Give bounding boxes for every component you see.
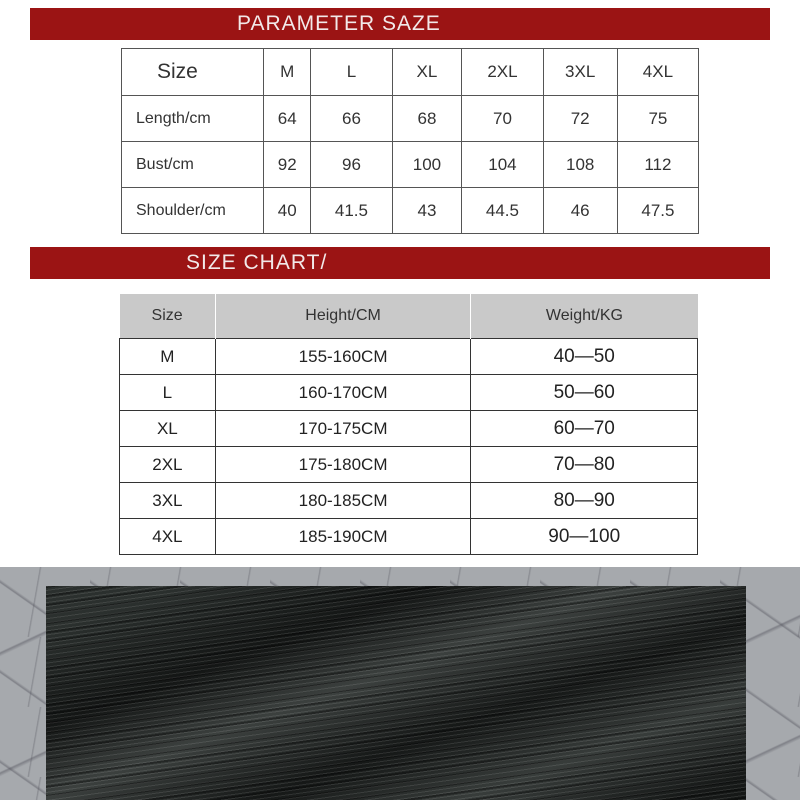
parameter-table [121, 48, 699, 234]
table-row [120, 483, 698, 519]
size-header-cell: XL [392, 49, 462, 96]
height-cell: 160-170CM [215, 375, 471, 411]
size-header-cell: 3XL [543, 49, 617, 96]
weight-cell: 90—100 [471, 519, 698, 555]
column-header: Weight/KG [471, 294, 698, 339]
weight-cell: 60—70 [471, 411, 698, 447]
table-cell: 104 [462, 142, 543, 188]
fabric-swatch-image [46, 586, 746, 800]
weight-cell: 80—90 [471, 483, 698, 519]
height-cell: 185-190CM [215, 519, 471, 555]
row-label: Bust/cm [122, 142, 264, 188]
table-cell: 47.5 [617, 188, 698, 234]
parameter-title: PARAMETER SAZE [237, 12, 441, 35]
table-row [122, 142, 699, 188]
size-chart-banner [30, 247, 770, 279]
size-chart-table [119, 294, 698, 555]
size-header-cell: M [264, 49, 311, 96]
table-cell: 100 [392, 142, 462, 188]
weight-cell: 70—80 [471, 447, 698, 483]
table-cell: 75 [617, 96, 698, 142]
table-row [120, 375, 698, 411]
table-cell: 108 [543, 142, 617, 188]
size-cell: 2XL [120, 447, 216, 483]
height-cell: 175-180CM [215, 447, 471, 483]
table-row [120, 411, 698, 447]
table-cell: 40 [264, 188, 311, 234]
table-cell: 68 [392, 96, 462, 142]
table-row [122, 188, 699, 234]
size-header-cell: 4XL [617, 49, 698, 96]
table-cell: 70 [462, 96, 543, 142]
weight-cell: 50—60 [471, 375, 698, 411]
size-cell: L [120, 375, 216, 411]
table-cell: 44.5 [462, 188, 543, 234]
height-cell: 170-175CM [215, 411, 471, 447]
table-row [122, 96, 699, 142]
parameter-header-label: Size [122, 49, 264, 96]
height-cell: 180-185CM [215, 483, 471, 519]
column-header: Size [120, 294, 216, 339]
table-cell: 43 [392, 188, 462, 234]
size-header-cell: 2XL [462, 49, 543, 96]
parameter-banner [30, 8, 770, 40]
size-chart-title: SIZE CHART/ [186, 251, 328, 274]
size-cell: 4XL [120, 519, 216, 555]
column-header: Height/CM [215, 294, 471, 339]
table-cell: 41.5 [311, 188, 392, 234]
table-row [120, 447, 698, 483]
table-row [120, 519, 698, 555]
table-cell: 92 [264, 142, 311, 188]
row-label: Length/cm [122, 96, 264, 142]
size-chart-header-row [120, 294, 698, 339]
table-cell: 46 [543, 188, 617, 234]
table-cell: 72 [543, 96, 617, 142]
size-cell: 3XL [120, 483, 216, 519]
weight-cell: 40—50 [471, 339, 698, 375]
table-cell: 64 [264, 96, 311, 142]
parameter-header-row [122, 49, 699, 96]
row-label: Shoulder/cm [122, 188, 264, 234]
height-cell: 155-160CM [215, 339, 471, 375]
table-cell: 66 [311, 96, 392, 142]
table-cell: 112 [617, 142, 698, 188]
size-cell: M [120, 339, 216, 375]
size-cell: XL [120, 411, 216, 447]
table-cell: 96 [311, 142, 392, 188]
size-header-cell: L [311, 49, 392, 96]
table-row [120, 339, 698, 375]
